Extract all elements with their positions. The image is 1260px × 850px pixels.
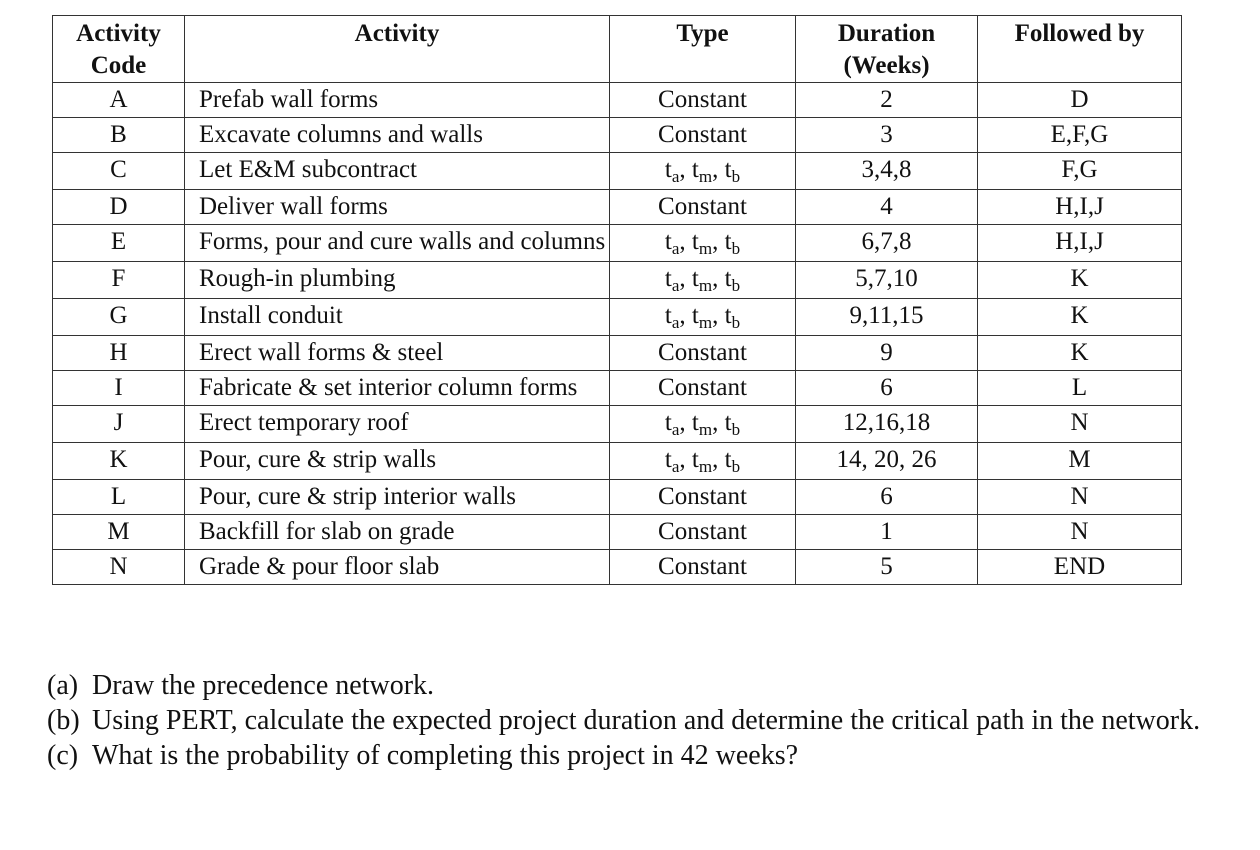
header-activity-code: Activity Code [53,16,185,83]
type-cell: Constant [610,336,796,371]
activity-code-cell: F [53,262,185,299]
table-row [53,480,1182,515]
activity-name-cell: Rough-in plumbing [185,262,610,299]
table-row [53,443,1182,480]
table-row [53,550,1182,585]
question-label: (b) [47,705,80,736]
followed-by-cell: N [978,480,1182,515]
table-row [53,262,1182,299]
type-cell: $t_a$, $t_m$, $t_b$ [610,406,796,443]
followed-by-cell: E,F,G [978,118,1182,153]
activity-name-cell: Install conduit [185,299,610,336]
duration-cell: 1 [796,515,978,550]
activity-code-cell: J [53,406,185,443]
activity-code-cell: N [53,550,185,585]
header-duration: Duration (Weeks) [796,16,978,83]
activity-code-cell: A [53,83,185,118]
question-item [47,738,1237,773]
table-row [53,299,1182,336]
type-cell: $t_a$, $t_m$, $t_b$ [610,225,796,262]
table-row [53,153,1182,190]
duration-cell: 3,4,8 [796,153,978,190]
followed-by-cell: D [978,83,1182,118]
type-cell: $t_a$, $t_m$, $t_b$ [610,443,796,480]
table-row [53,118,1182,153]
duration-cell: 6,7,8 [796,225,978,262]
type-cell: Constant [610,515,796,550]
activity-name-cell: Let E&M subcontract [185,153,610,190]
activity-name-cell: Pour, cure & strip walls [185,443,610,480]
type-cell: Constant [610,83,796,118]
activity-name-cell: Fabricate & set interior column forms [185,371,610,406]
question-label: (c) [47,740,79,771]
followed-by-cell: N [978,515,1182,550]
question-text: What is the probability of completing this project in 42 weeks? [92,740,799,771]
duration-cell: 6 [796,480,978,515]
question-item [47,668,1237,703]
question-item [47,703,1237,738]
followed-by-cell: F,G [978,153,1182,190]
type-cell: Constant [610,480,796,515]
activity-name-cell: Erect temporary roof [185,406,610,443]
activity-name-cell: Pour, cure & strip interior walls [185,480,610,515]
table-row [53,190,1182,225]
table-row [53,406,1182,443]
activity-code-cell: M [53,515,185,550]
followed-by-cell: K [978,262,1182,299]
type-cell: $t_a$, $t_m$, $t_b$ [610,153,796,190]
table-body [53,83,1182,585]
activity-name-cell: Deliver wall forms [185,190,610,225]
table-row [53,371,1182,406]
activity-name-cell: Prefab wall forms [185,83,610,118]
duration-cell: 6 [796,371,978,406]
activity-name-cell: Grade & pour floor slab [185,550,610,585]
table-header [53,16,1182,83]
type-cell: Constant [610,550,796,585]
duration-cell: 5,7,10 [796,262,978,299]
activity-table [52,15,1182,585]
type-cell: Constant [610,118,796,153]
activity-code-cell: I [53,371,185,406]
activity-name-cell: Backfill for slab on grade [185,515,610,550]
followed-by-cell: L [978,371,1182,406]
followed-by-cell: K [978,336,1182,371]
question-text: Using PERT, calculate the expected project duration and determine the critical path in the network. [92,705,1201,736]
activity-code-cell: C [53,153,185,190]
type-cell: $t_a$, $t_m$, $t_b$ [610,262,796,299]
activity-name-cell: Forms, pour and cure walls and columns [185,225,610,262]
table-row [53,83,1182,118]
duration-cell: 5 [796,550,978,585]
activity-code-cell: L [53,480,185,515]
followed-by-cell: N [978,406,1182,443]
type-cell: $t_a$, $t_m$, $t_b$ [610,299,796,336]
duration-cell: 9,11,15 [796,299,978,336]
activity-name-cell: Erect wall forms & steel [185,336,610,371]
followed-by-cell: K [978,299,1182,336]
type-cell: Constant [610,371,796,406]
duration-cell: 4 [796,190,978,225]
followed-by-cell: END [978,550,1182,585]
activity-code-cell: H [53,336,185,371]
followed-by-cell: H,I,J [978,190,1182,225]
duration-cell: 12,16,18 [796,406,978,443]
activity-code-cell: G [53,299,185,336]
header-type: Type [610,16,796,83]
question-text: Draw the precedence network. [92,670,435,701]
followed-by-cell: M [978,443,1182,480]
table-row [53,515,1182,550]
activity-code-cell: K [53,443,185,480]
question-label: (a) [47,670,79,701]
questions-list [47,668,1237,773]
duration-cell: 3 [796,118,978,153]
activity-name-cell: Excavate columns and walls [185,118,610,153]
type-cell: Constant [610,190,796,225]
duration-cell: 9 [796,336,978,371]
duration-cell: 2 [796,83,978,118]
activity-code-cell: D [53,190,185,225]
activity-code-cell: B [53,118,185,153]
table-row [53,336,1182,371]
activity-code-cell: E [53,225,185,262]
header-activity: Activity [185,16,610,83]
duration-cell: 14, 20, 26 [796,443,978,480]
followed-by-cell: H,I,J [978,225,1182,262]
header-followed-by: Followed by [978,16,1182,83]
table-row [53,225,1182,262]
header-row [53,16,1182,83]
